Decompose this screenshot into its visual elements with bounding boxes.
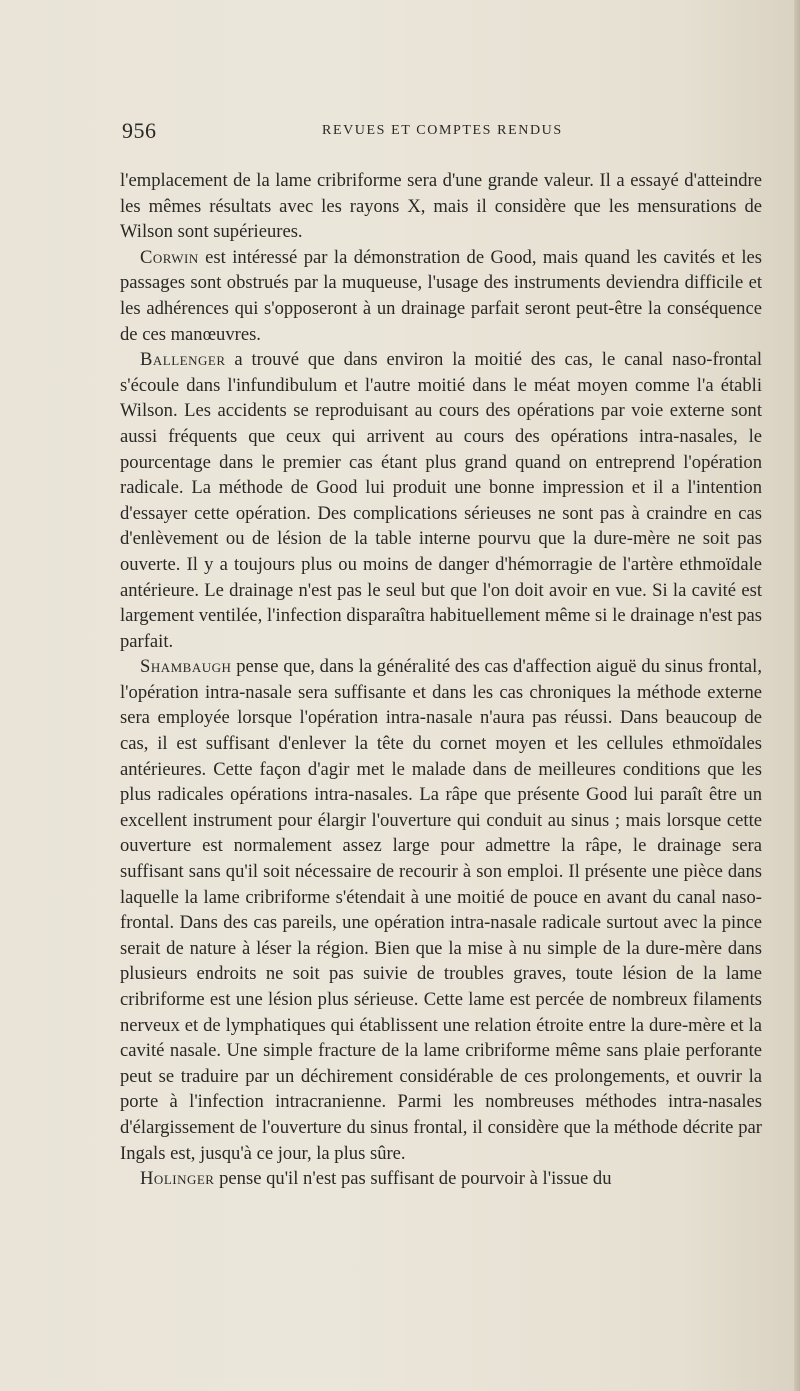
paragraph-ballenger — [120, 347, 762, 654]
paragraph-text: pense qu'il n'est pas suffisant de pourvoir à l'issue du — [214, 1168, 612, 1190]
author-name: Holinger — [140, 1168, 215, 1190]
running-title: REVUES ET COMPTES RENDUS — [322, 123, 563, 138]
paragraph-holinger — [120, 1166, 762, 1192]
page-edge-shadow — [794, 0, 800, 1391]
paragraph-continuation — [120, 168, 762, 245]
paragraph-text: a trouvé que dans environ la moitié des cas, le canal naso-frontal s'écoule dans l'infundibulum et l'autre moitié dans le méat moyen comme l'a établi Wilson. Les accidents se reproduisant au cours des opérations par voie externe sont aussi fréquents que ceux qui arrivent au cours des opérations intra-nasales, le pourcentage dans le premier cas étant plus grand quand on entreprend l'opération radicale. La méthode de Good lui produit une bonne impression et il a l'intention d'essayer cette opération. Des complications sérieuses ne sont pas à craindre en cas d'enlèvement ou de lésion de la table interne pourvu que la dure-mère ne soit pas ouverte. Il y a toujours plus ou moins de danger d'hémorragie de l'artère ethmoïdale antérieure. Le drainage n'est pas le seul but que l'on doit avoir en vue. Si la cavité est largement ventilée, l'infection disparaîtra habituellement même si le drainage n'est pas parfait. — [120, 349, 762, 652]
paragraph-corwin — [120, 245, 762, 347]
author-name: Ballenger — [140, 349, 226, 371]
paragraph-shambaugh — [120, 654, 762, 1166]
paragraph-text: pense que, dans la généralité des cas d'affection aiguë du sinus frontal, l'opération intra-nasale sera suffisante et dans les cas chroniques la méthode externe sera employée lorsque l'opération intra-nasale n'aura pas réussi. Dans beaucoup de cas, il est suffisant d'enlever la tête du cornet moyen et les cellules ethmoïdales antérieures. Cette façon d'agir met le malade dans de meilleures conditions que les plus radicales opérations intra-nasales. La râpe que présente Good lui paraît être un excellent instrument pour élargir l'ouverture qui conduit au sinus ; mais lorsque cette ouverture est normalement assez large pour admettre la râpe, le drainage sera suffisant sans qu'il soit nécessaire de recourir à son emploi. Il présente une pièce dans laquelle la lame cribriforme s'étendait à une moitié de pouce en avant du canal naso-frontal. Dans des cas pareils, une opération intra-nasale radicale surtout avec la pince serait de nature à léser la région. Bien que la mise à nu simple de la dure-mère dans plusieurs endroits ne soit pas suivie de troubles graves, toute lésion de la lame cribriforme est une lésion plus sérieuse. Cette lame est percée de nombreux filaments nerveux et de lymphatiques qui établissent une relation étroite entre la dure-mère et la cavité nasale. Une simple fracture de la lame cribriforme même sans plaie perforante peut se traduire par un déchirement considérable de ces prolongements, et ouvrir la porte à l'infection intracranienne. Parmi les nombreuses méthodes intra-nasales d'élargissement de l'ouverture du sinus frontal, il considère que la méthode décrite par Ingals est, jusqu'à ce jour, la plus sûre. — [120, 656, 762, 1164]
paragraph-text: l'emplacement de la lame cribriforme sera d'une grande valeur. Il a essayé d'atteindre les mêmes résultats avec les rayons X, mais il considère que les mensurations de Wilson sont supérieures. — [120, 170, 762, 243]
author-name: Shambaugh — [140, 656, 232, 678]
page-header — [122, 118, 762, 148]
body-text — [120, 168, 762, 1192]
author-name: Corwin — [140, 246, 199, 268]
paragraph-text: est intéressé par la démonstration de Good, mais quand les cavités et les passages sont obstrués par la muqueuse, l'usage des instruments deviendra difficile et les adhérences qui s'opposeront à un drainage parfait seront peut-être la conséquence de ces manœuvres. — [120, 246, 762, 345]
page-number: 956 — [122, 118, 157, 143]
